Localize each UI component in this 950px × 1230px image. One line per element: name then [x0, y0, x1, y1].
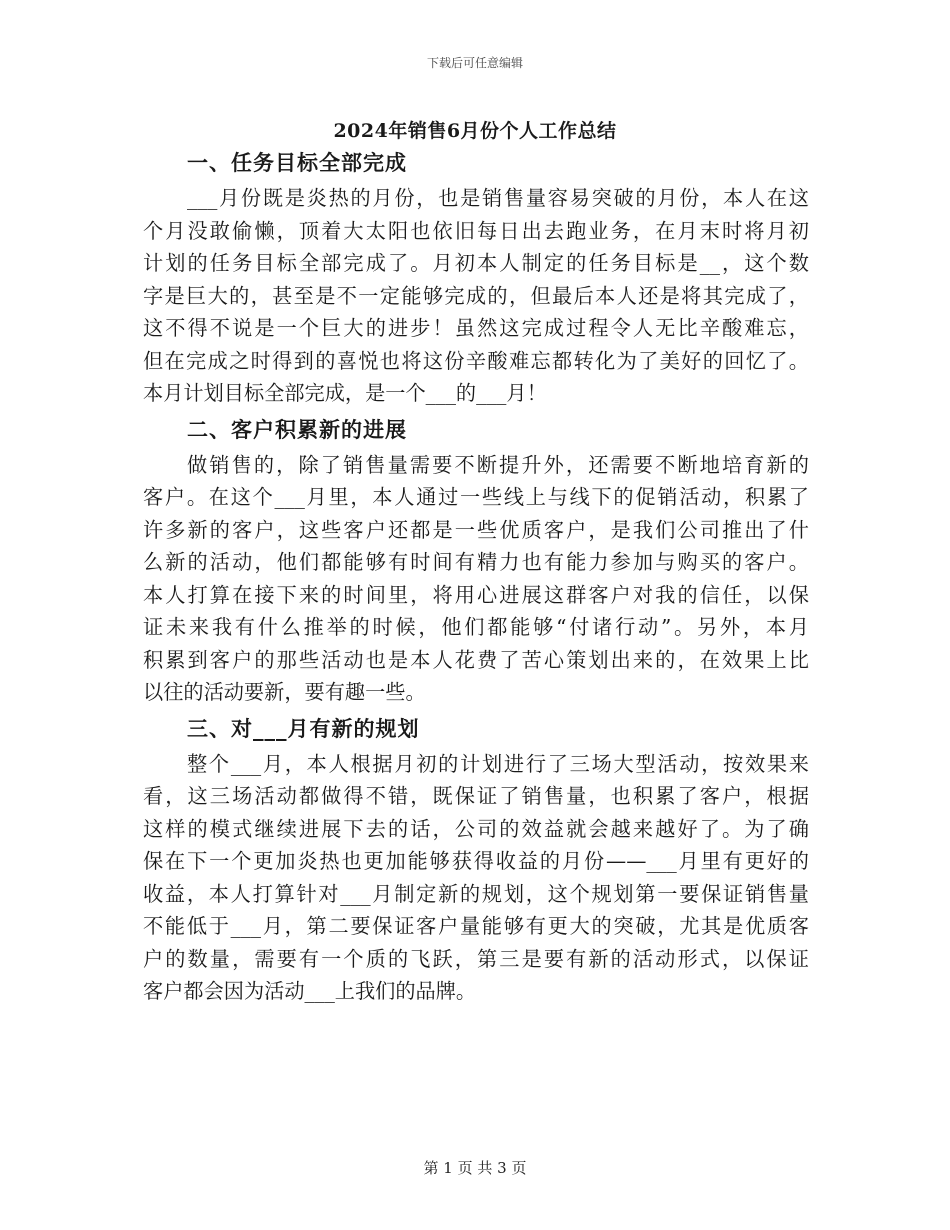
section-heading: 一、任务目标全部完成	[187, 150, 407, 175]
section-new-plan	[143, 709, 809, 1008]
paragraph-line: 这不得不说是一个巨大的进步！虽然这完成过程令人无比辛酸难忘，	[143, 316, 809, 340]
paragraph-line: 以往的活动要新，要有趣一些。	[143, 680, 426, 704]
paragraph-line: 积累到客户的那些活动也是本人花费了苦心策划出来的，在效果上比	[143, 647, 809, 672]
section-heading: 三、对___月有新的规划	[187, 715, 420, 741]
paragraph-line: ___月份既是炎热的月份，也是销售量容易突破的月份，本人在这	[187, 186, 809, 210]
page-header-note: 下载后可任意编辑	[426, 56, 523, 70]
paragraph-line: 整个___月，本人根据月初的计划进行了三场大型活动，按效果来	[187, 751, 809, 776]
paragraph-line: 看，这三场活动都做得不错，既保证了销售量，也积累了客户，根据	[143, 784, 809, 808]
paragraph-line: 证未来我有什么推举的时候，他们都能够“付诸行动”。另外，本月	[143, 615, 809, 639]
document-body	[143, 143, 809, 1008]
paragraph-line: 保在下一个更加炎热也更加能够获得收益的月份——___月里有更好的	[143, 849, 809, 873]
section-customer-progress	[143, 410, 809, 709]
paragraph-line: 字是巨大的，甚至是不一定能够完成的，但最后本人还是将其完成了，	[143, 283, 809, 308]
section-task-goals	[143, 143, 809, 410]
page-number: 第 1 页 共 3 页	[423, 1159, 527, 1177]
paragraph-line: 做销售的，除了销售量需要不断提升外，还需要不断地培育新的	[187, 452, 809, 477]
paragraph-line: 许多新的客户，这些客户还都是一些优质客户，是我们公司推出了什	[143, 517, 809, 542]
paragraph-line: 但在完成之时得到的喜悦也将这份辛酸难忘都转化为了美好的回忆了。	[143, 348, 809, 373]
paragraph-line: 客户。在这个___月里，本人通过一些线上与线下的促销活动，积累了	[143, 485, 809, 509]
paragraph-line: 本月计划目标全部完成，是一个___的___月！	[143, 381, 547, 405]
paragraph-line: 不能低于___月，第二要保证客户量能够有更大的突破，尤其是优质客	[143, 914, 809, 938]
paragraph-line: 收益，本人打算针对___月制定新的规划，这个规划第一要保证销售量	[143, 881, 809, 906]
section-heading: 二、客户积累新的进展	[187, 416, 407, 442]
paragraph-line: 户的数量，需要有一个质的飞跃，第三是要有新的活动形式，以保证	[143, 946, 809, 971]
paragraph-line: 个月没敢偷懒，顶着大太阳也依旧每日出去跑业务，在月末时将月初	[143, 218, 809, 243]
paragraph-line: 计划的任务目标全部完成了。月初本人制定的任务目标是__，这个数	[143, 251, 809, 275]
paragraph-line: 这样的模式继续进展下去的话，公司的效益就会越来越好了。为了确	[143, 816, 809, 841]
paragraph-line: 么新的活动，他们都能够有时间有精力也有能力参加与购买的客户。	[143, 550, 809, 574]
document-title: 2024年销售6月份个人工作总结	[333, 120, 617, 142]
paragraph-line: 客户都会因为活动___上我们的品牌。	[143, 979, 477, 1003]
paragraph-line: 本人打算在接下来的时间里，将用心进展这群客户对我的信任，以保	[143, 582, 809, 607]
